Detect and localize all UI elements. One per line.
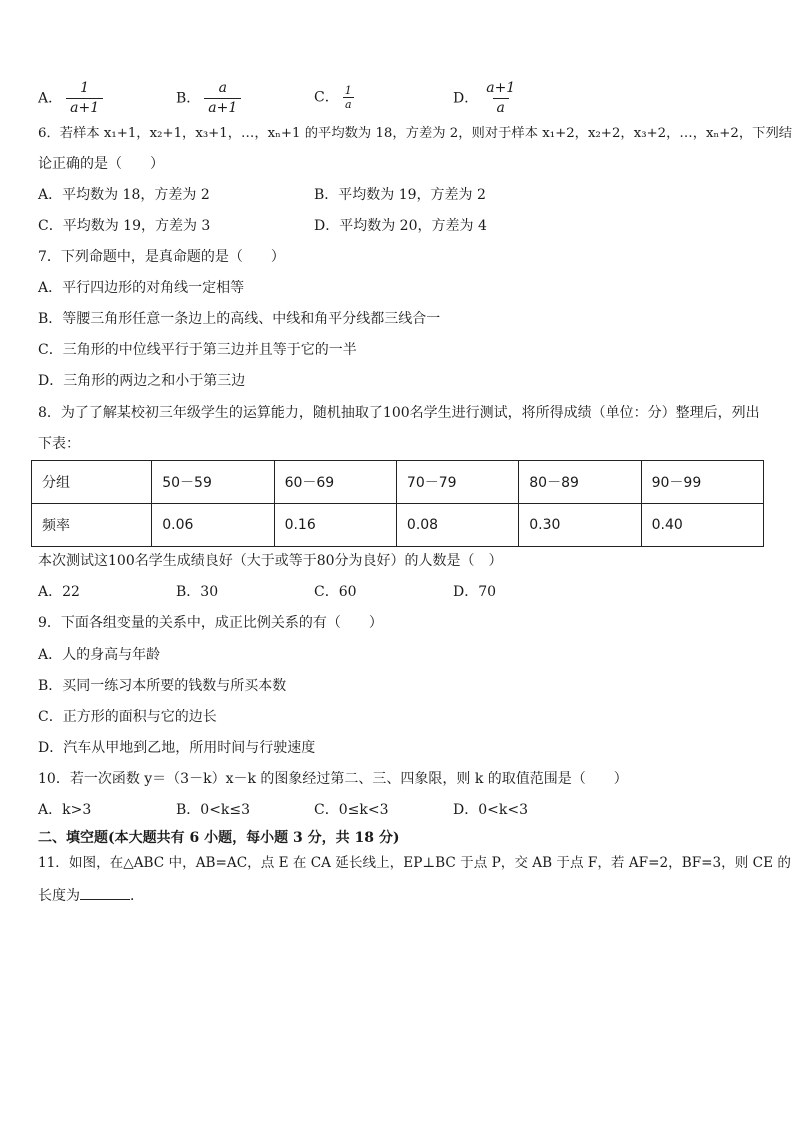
table-cell: 分组 — [32, 461, 152, 504]
table-cell: 90－99 — [641, 461, 763, 504]
answer-blank[interactable] — [80, 885, 130, 900]
table-cell: 70－79 — [396, 461, 518, 504]
q9-option-a: A．人的身高与年龄 — [38, 647, 161, 663]
q10-option-c: C．0≤k<3 — [314, 802, 389, 818]
q6-option-d: D．平均数为 20，方差为 4 — [314, 218, 487, 234]
q5-option-a-label: A． — [38, 90, 63, 107]
table-row — [32, 504, 764, 547]
q10-stem: 10．若一次函数 y＝（3－k）x－k 的图象经过第二、三、四象限，则 k 的取值范围是（ ） — [38, 771, 628, 787]
q8-stem-line1: 8．为了了解某校初三年级学生的运算能力，随机抽取了100名学生进行测试，将所得成绩（单位：分）整理后，列出 — [38, 405, 760, 421]
q9-option-b: B．买同一练习本所要的钱数与所买本数 — [38, 678, 287, 694]
q6-stem-line2: 论正确的是（ ） — [38, 156, 164, 172]
q9-option-c: C．正方形的面积与它的边长 — [38, 709, 217, 725]
fraction-numerator: 1 — [80, 80, 90, 96]
table-cell: 0.08 — [396, 504, 518, 547]
q8-option-b: B．30 — [176, 584, 219, 600]
q5-option-b — [176, 80, 241, 117]
q5-option-b-label: B． — [176, 90, 201, 107]
fraction-denominator: a — [493, 98, 509, 117]
q6-stem-line1: 6．若样本 x₁+1，x₂+1，x₃+1，…，xₙ+1 的平均数为 18，方差为 2，则对于样本 x₁+2，x₂+2，x₃+2，…，xₙ+2，下列结 — [38, 126, 793, 141]
fraction-denominator: a+1 — [204, 98, 241, 117]
q5-option-b-fraction — [204, 80, 241, 117]
frequency-table — [31, 460, 764, 547]
q8-option-d: D．70 — [453, 584, 497, 600]
q5-option-d-fraction — [482, 80, 519, 117]
q7-option-b: B．等腰三角形任意一条边上的高线、中线和角平分线都三线合一 — [38, 311, 441, 327]
fraction-denominator: a — [344, 98, 352, 111]
table-cell: 0.16 — [274, 504, 396, 547]
section-heading: 二、填空题(本大题共有 6 小题，每小题 3 分，共 18 分) — [38, 830, 400, 846]
fraction-numerator: 1 — [344, 84, 352, 97]
q7-option-c: C．三角形的中位线平行于第三边并且等于它的一半 — [38, 342, 357, 358]
q11-stem-line1: 11．如图，在△ABC 中，AB=AC，点 E 在 CA 延长线上，EP⊥BC 于点 P，交 AB 于点 F，若 AF=2，BF=3，则 CE 的 — [38, 855, 791, 871]
q6-option-b: B．平均数为 19，方差为 2 — [314, 187, 486, 203]
q6-option-a: A．平均数为 18，方差为 2 — [38, 187, 210, 203]
q5-option-c — [314, 84, 354, 111]
table-cell: 60－69 — [274, 461, 396, 504]
q8-stem-line2: 下表： — [38, 436, 80, 452]
table-cell: 0.30 — [519, 504, 641, 547]
q7-option-a: A．平行四边形的对角线一定相等 — [38, 280, 245, 296]
table-row — [32, 461, 764, 504]
fraction-numerator: a — [218, 80, 227, 96]
table-cell: 0.40 — [641, 504, 763, 547]
q7-stem: 7．下列命题中，是真命题的是（ ） — [38, 249, 285, 265]
q11-suffix: ． — [130, 888, 144, 904]
fraction-denominator: a+1 — [66, 98, 103, 117]
q5-option-a — [38, 80, 103, 117]
q7-option-d: D．三角形的两边之和小于第三边 — [38, 373, 246, 389]
q11-stem-line2 — [38, 885, 144, 906]
q5-option-d — [453, 80, 519, 117]
q10-option-a: A．k>3 — [38, 802, 92, 818]
q6-option-c: C．平均数为 19，方差为 3 — [38, 218, 211, 234]
q5-option-c-fraction — [343, 84, 354, 111]
q8-question: 本次测试这100名学生成绩良好（大于或等于80分为良好）的人数是（ ） — [38, 553, 503, 569]
q9-option-d: D．汽车从甲地到乙地，所用时间与行驶速度 — [38, 740, 316, 756]
q11-prefix: 长度为 — [38, 888, 80, 904]
q10-option-d: D．0<k<3 — [453, 802, 528, 818]
q5-option-c-label: C． — [314, 89, 339, 106]
fraction-numerator: a+1 — [486, 80, 516, 96]
q9-stem: 9．下面各组变量的关系中，成正比例关系的有（ ） — [38, 615, 383, 631]
table-cell: 50－59 — [152, 461, 274, 504]
table-cell: 0.06 — [152, 504, 274, 547]
q10-option-b: B．0<k≤3 — [176, 802, 251, 818]
table-cell: 80－89 — [519, 461, 641, 504]
q5-option-a-fraction — [66, 80, 103, 117]
q5-option-d-label: D． — [453, 90, 479, 107]
q8-option-c: C．60 — [314, 584, 357, 600]
q8-option-a: A．22 — [38, 584, 80, 600]
table-cell: 频率 — [32, 504, 152, 547]
